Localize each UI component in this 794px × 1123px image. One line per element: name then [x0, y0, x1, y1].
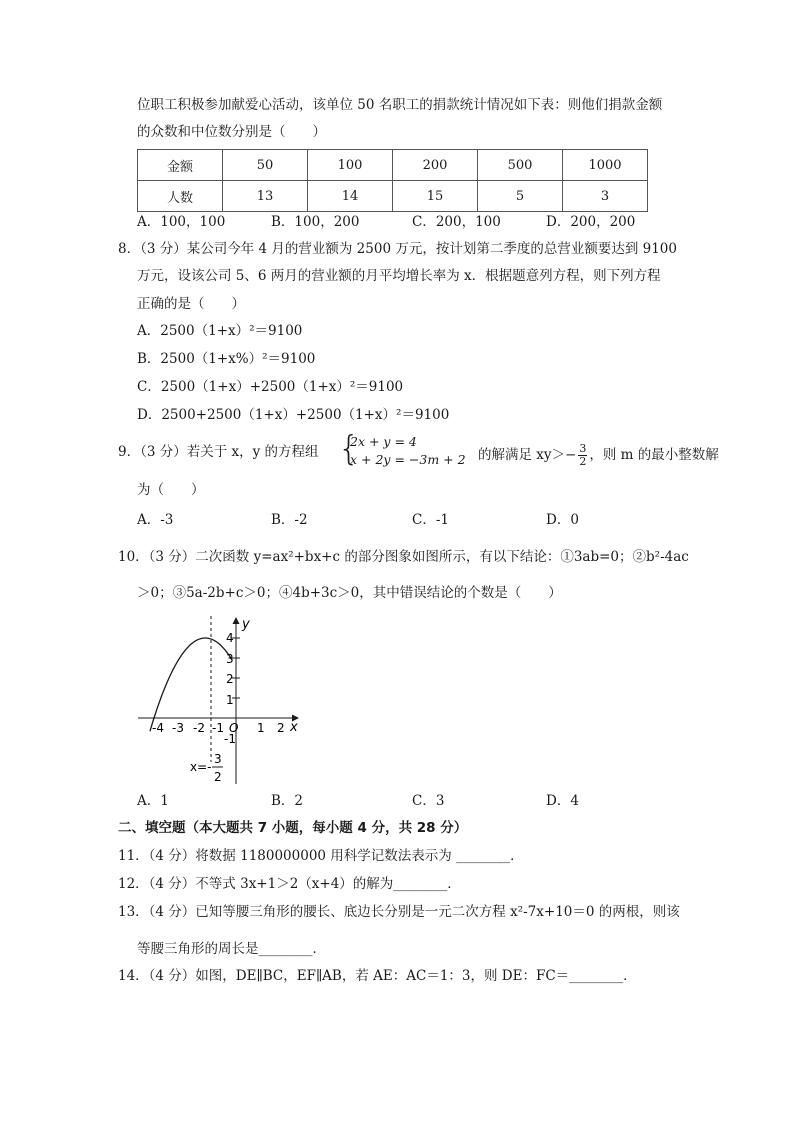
- tick-label: 2: [277, 721, 285, 735]
- origin-label: O: [229, 721, 239, 735]
- q10-line2: ＞0；③5a-2b+c＞0；④4b+3c＞0，其中错误结论的个数是（ ）: [137, 585, 562, 601]
- q9-line2: 为（ ）: [137, 482, 205, 498]
- q9-option-d: D．0: [546, 512, 579, 528]
- table-cell: 金额: [138, 150, 223, 181]
- parabola-curve: [150, 638, 232, 731]
- table-cell: 200: [393, 150, 478, 181]
- table-cell: 500: [478, 150, 563, 181]
- table-row: [138, 181, 648, 212]
- parabola-graph: [132, 612, 322, 792]
- table-cell: 13: [223, 181, 308, 212]
- q9-option-c: C．-1: [412, 512, 449, 528]
- q13-line1: 13．（4 分）已知等腰三角形的腰长、底边长分别是一元二次方程 x²-7x+10＝0 的两根，则该: [118, 904, 680, 920]
- q10-option-d: D．4: [546, 793, 579, 809]
- q7-option-b: B．100，200: [271, 214, 360, 230]
- q9-suffix: ，则 m 的最小整数解: [589, 447, 719, 463]
- tick-label: -2: [193, 721, 205, 735]
- q7-option-a: A．100，100: [137, 214, 226, 230]
- q8-option-c: C．2500（1+x）+2500（1+x）²＝9100: [137, 379, 404, 395]
- q7-line2: 的众数和中位数分别是（ ）: [137, 124, 326, 140]
- table-cell: 1000: [563, 150, 648, 181]
- q9-condition: [478, 443, 719, 468]
- q10-option-c: C．3: [412, 793, 445, 809]
- q9-mid: 的解满足 xy＞−: [478, 447, 577, 463]
- axis-equation-prefix: x=-: [190, 760, 212, 774]
- axis-equation-den: 2: [214, 770, 222, 784]
- tick-label: 1: [226, 693, 234, 707]
- x-axis-label: x: [290, 720, 298, 735]
- q8-option-a: A．2500（1+x）²＝9100: [137, 323, 303, 339]
- q9-brace: {: [338, 429, 360, 469]
- q7-option-c: C．200，100: [412, 214, 501, 230]
- q9-frac-den: 2: [579, 455, 587, 468]
- y-axis-label: y: [242, 617, 250, 632]
- table-cell: 人数: [138, 181, 223, 212]
- q7-line1: 位职工积极参加献爱心活动，该单位 50 名职工的捐款统计情况如下表：则他们捐款金额: [137, 97, 663, 113]
- q9-equation-2: x + 2y = −3m + 2: [350, 452, 466, 467]
- axis-equation-num: 3: [214, 752, 222, 766]
- q8-option-d: D．2500+2500（1+x）+2500（1+x）²＝9100: [137, 407, 450, 423]
- tick-label: 1: [257, 721, 265, 735]
- tick-label: 2: [226, 672, 234, 686]
- section-title: 二、填空题（本大题共 7 小题，每小题 4 分，共 28 分）: [118, 820, 468, 836]
- tick-label: -4: [152, 721, 164, 735]
- q13-line2: 等腰三角形的周长是________．: [137, 941, 326, 957]
- q9-prefix: 9．（3 分）若关于 x，y 的方程组: [118, 444, 319, 460]
- table-cell: 14: [308, 181, 393, 212]
- q8-line2: 万元，设该公司 5、6 两月的营业额的月平均增长率为 x．根据题意列方程，则下列方程: [137, 268, 661, 284]
- q9-option-b: B．-2: [271, 512, 308, 528]
- q7-option-d: D．200，200: [546, 214, 636, 230]
- tick-label: -1: [212, 721, 224, 735]
- table-cell: 5: [478, 181, 563, 212]
- q11: 11．（4 分）将数据 1180000000 用科学记数法表示为 ________．: [118, 848, 524, 864]
- q10-option-a: A．1: [137, 793, 169, 809]
- table-cell: 15: [393, 181, 478, 212]
- q14: 14．（4 分）如图，DE∥BC，EF∥AB，若 AE：AC＝1：3，则 DE：FC＝________．: [118, 968, 637, 984]
- table-row: [138, 150, 648, 181]
- q9-equation-1: 2x + y = 4: [350, 434, 417, 449]
- tick-label: 4: [226, 631, 234, 645]
- q10-line1: 10．（3 分）二次函数 y=ax²+bx+c 的部分图象如图所示，有以下结论：①3ab=0；②b²-4ac: [118, 549, 689, 565]
- table-cell: 3: [563, 181, 648, 212]
- q10-option-b: B．2: [271, 793, 304, 809]
- q9-frac-num: 3: [579, 442, 587, 455]
- q8-line3: 正确的是（ ）: [137, 296, 245, 312]
- q9-option-a: A．-3: [137, 512, 174, 528]
- q8-line1: 8．（3 分）某公司今年 4 月的营业额为 2500 万元，按计划第二季度的总营业额要达到 9100: [118, 241, 677, 257]
- donation-table: [137, 149, 648, 212]
- q8-option-b: B．2500（1+x%）²＝9100: [137, 351, 316, 367]
- q12: 12．（4 分）不等式 3x+1＞2（x+4）的解为________．: [118, 876, 461, 892]
- table-cell: 50: [223, 150, 308, 181]
- tick-label: -3: [172, 721, 184, 735]
- tick-label: -1: [224, 732, 236, 746]
- tick-label: 3: [226, 652, 234, 666]
- table-cell: 100: [308, 150, 393, 181]
- q9-fraction: [578, 443, 587, 468]
